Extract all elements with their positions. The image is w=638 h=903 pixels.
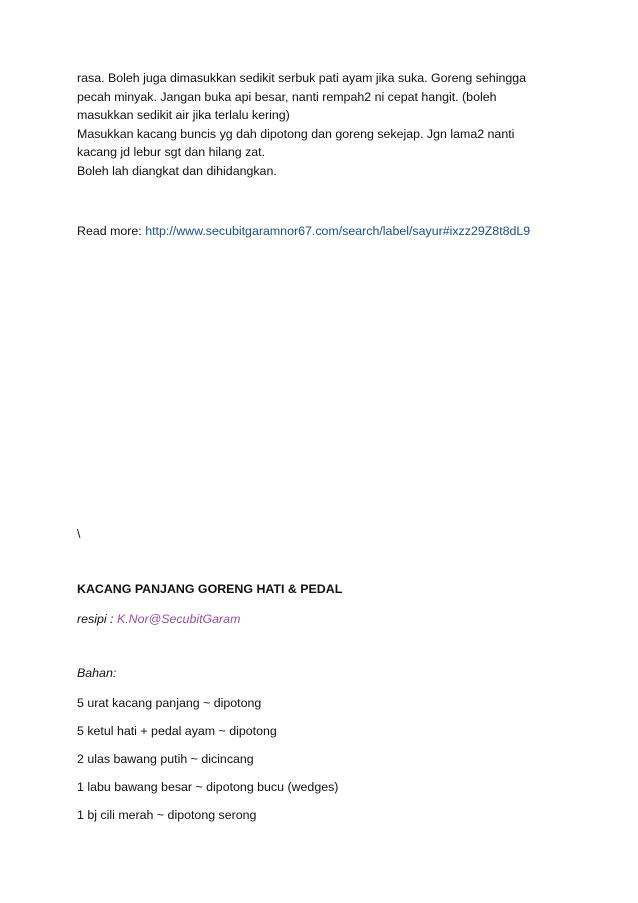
intro-paragraph [77, 69, 598, 180]
text-line: kacang jd lebur sgt dan hilang zat. [77, 145, 266, 159]
backslash-text: \ [77, 527, 81, 541]
recipe-credit [77, 612, 240, 626]
ingredient-item: 5 urat kacang panjang ~ dipotong [77, 696, 262, 710]
text-line: Boleh lah diangkat dan dihidangkan. [77, 163, 277, 178]
ingredients-heading: Bahan: [77, 666, 117, 680]
text-line: pecah minyak. Jangan buka api besar, nanti rempah2 ni cepat hangit. (boleh [77, 89, 497, 104]
read-more-link[interactable]: http://www.secubitgaramnor67.com/search/label/sayur#ixzz29Z8t8dL9 [145, 224, 531, 238]
recipe-title: KACANG PANJANG GORENG HATI & PEDAL [77, 582, 343, 596]
credit-prefix: resipi : [77, 612, 114, 626]
read-more-label: Read more: [77, 224, 142, 238]
ingredient-item: 5 ketul hati + pedal ayam ~ dipotong [77, 724, 277, 738]
text-line: masukkan sedikit air jika terlalu kering) [77, 108, 290, 122]
read-more [77, 222, 530, 240]
ingredient-item: 1 bj cili merah ~ dipotong serong [77, 808, 257, 822]
ingredient-item: 2 ulas bawang putih ~ dicincang [77, 752, 254, 766]
credit-author: K.Nor@SecubitGaram [116, 612, 241, 626]
ingredient-item: 1 labu bawang besar ~ dipotong bucu (wedges) [77, 780, 339, 794]
text-line: Masukkan kacang buncis yg dah dipotong dan goreng sekejap. Jgn lama2 nanti [77, 126, 515, 141]
text-line: rasa. Boleh juga dimasukkan sedikit serbuk pati ayam jika suka. Goreng sehingga [77, 71, 527, 85]
ingredients-list [77, 694, 338, 834]
